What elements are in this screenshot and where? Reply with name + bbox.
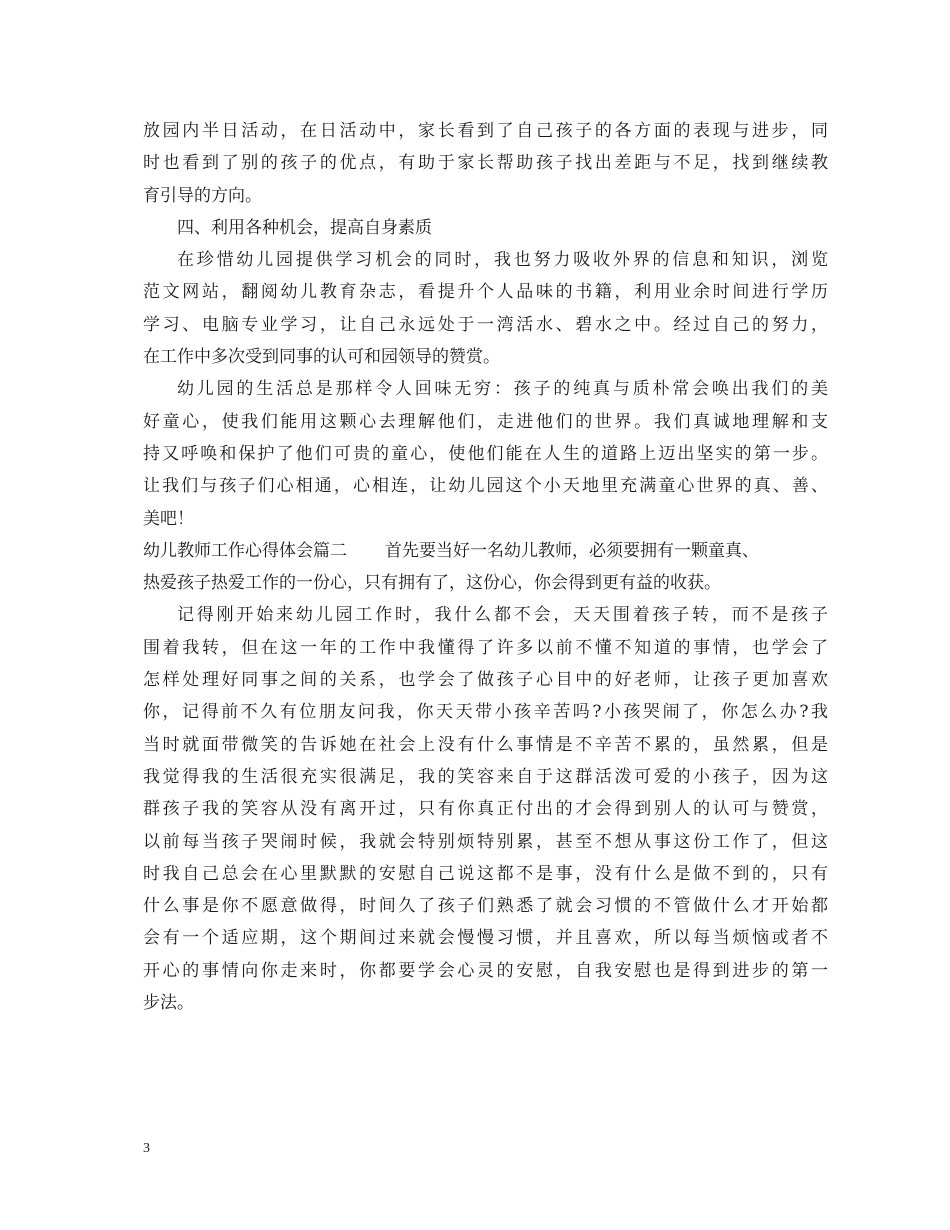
paragraph-line: 在珍惜幼儿园提供学习机会的同时，我也努力吸收外界的信息和知识，浏览	[177, 250, 828, 271]
paragraph-line: 围着我转，但在这一年的工作中我懂得了许多以前不懂不知道的事情，也学会了	[143, 637, 828, 658]
paragraph-line: 范文网站，翻阅幼儿教育杂志，看提升个人品味的书籍，利用业余时间进行学历	[143, 282, 828, 303]
paragraph-line: 步法。	[143, 993, 194, 1014]
paragraph-line: 学习、电脑专业学习，让自己永远处于一湾活水、碧水之中。经过自己的努力，	[143, 314, 828, 335]
paragraph-line: 开心的事情向你走来时，你都要学会心灵的安慰，自我安慰也是得到进步的第一	[143, 960, 828, 981]
paragraph-line: 美吧！	[143, 508, 194, 529]
paragraph-line: 好童心，使我们能用这颗心去理解他们，走进他们的世界。我们真诚地理解和支	[143, 411, 828, 432]
page-number: 3	[143, 1141, 150, 1156]
paragraph-line: 怎样处理好同事之间的关系，也学会了做孩子心目中的好老师，让孩子更加喜欢	[143, 670, 828, 691]
paragraph-line: 会有一个适应期，这个期间过来就会慢慢习惯，并且喜欢，所以每当烦恼或者不	[143, 928, 828, 949]
paragraph-line: 你，记得前不久有位朋友问我，你天天带小孩辛苦吗?小孩哭闹了，你怎么办?我	[143, 702, 828, 723]
paragraph-line: 群孩子我的笑容从没有离开过，只有你真正付出的才会得到别人的认可与赞赏，	[143, 799, 828, 820]
paragraph-line: 育引导的方向。	[143, 185, 262, 206]
paragraph-start: 首先要当好一名幼儿教师，必须要拥有一颗童真、	[385, 540, 759, 561]
paragraph-line: 热爱孩子热爱工作的一份心，只有拥有了，这份心，你会得到更有益的收获。	[143, 573, 721, 594]
paragraph-line: 什么事是你不愿意做得，时间久了孩子们熟悉了就会习惯的不管做什么才开始都	[143, 896, 828, 917]
paragraph-line: 我觉得我的生活很充实很满足，我的笑容来自于这群活泼可爱的小孩子，因为这	[143, 766, 828, 787]
section-heading: 四、利用各种机会，提高自身素质	[177, 217, 432, 238]
body-text	[143, 115, 828, 1019]
paragraph-line: 持又呼唤和保护了他们可贵的童心，使他们能在人生的道路上迈出坚实的第一步。	[143, 443, 828, 464]
paragraph-line: 以前每当孩子哭闹时候，我就会特别烦特别累，甚至不想从事这份工作了，但这	[143, 831, 828, 852]
paragraph-line: 时我自己总会在心里默默的安慰自己说这都不是事，没有什么是做不到的，只有	[143, 863, 828, 884]
paragraph-line: 让我们与孩子们心相通，心相连，让幼儿园这个小天地里充满童心世界的真、善、	[143, 476, 828, 497]
paragraph-line: 放园内半日活动，在日活动中，家长看到了自己孩子的各方面的表现与进步，同	[143, 121, 828, 141]
article-title-line	[143, 535, 828, 567]
article-title: 幼儿教师工作心得体会篇二	[143, 540, 347, 561]
paragraph-line: 幼儿园的生活总是那样令人回味无穷：孩子的纯真与质朴常会唤出我们的美	[177, 379, 828, 400]
paragraph-line: 时也看到了别的孩子的优点，有助于家长帮助孩子找出差距与不足，找到继续教	[143, 153, 828, 174]
paragraph-line: 在工作中多次受到同事的认可和园领导的赞赏。	[143, 347, 500, 368]
paragraph-line: 当时就面带微笑的告诉她在社会上没有什么事情是不辛苦不累的，虽然累，但是	[143, 734, 828, 755]
paragraph-line: 记得刚开始来幼儿园工作时，我什么都不会，天天围着孩子转，而不是孩子	[177, 605, 828, 626]
